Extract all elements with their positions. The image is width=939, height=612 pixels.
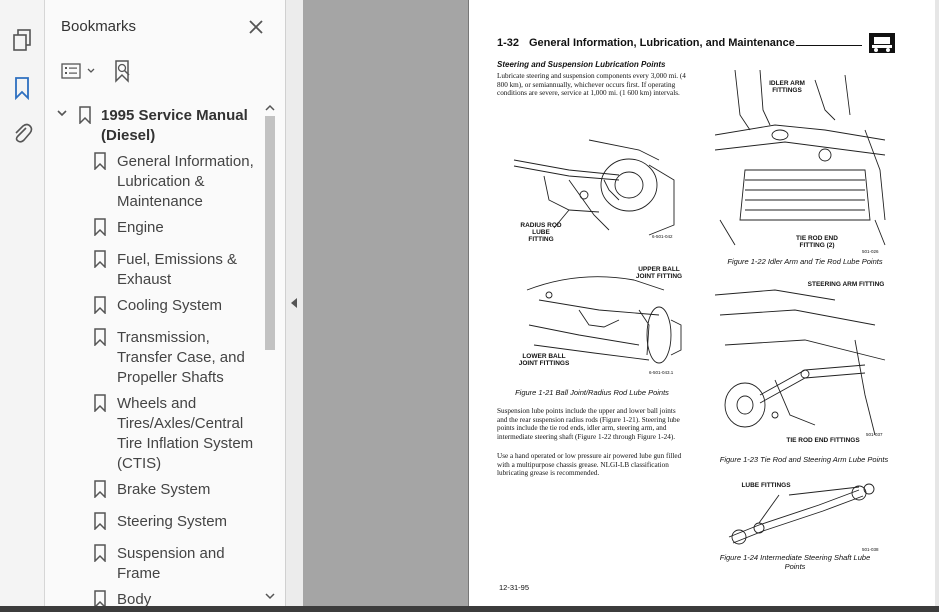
bookmark-icon bbox=[93, 480, 107, 498]
label-lube-fittings: LUBE FITTINGS bbox=[741, 482, 791, 489]
bookmarks-scrollbar[interactable] bbox=[262, 100, 278, 606]
bookmark-icon bbox=[93, 544, 107, 562]
steering-arm-drawing bbox=[715, 285, 890, 445]
label-tie-rod-end-2: TIE ROD END FITTING (2) bbox=[796, 235, 838, 249]
close-icon bbox=[249, 20, 263, 34]
add-bookmark-icon bbox=[113, 59, 133, 83]
bookmark-icon bbox=[93, 590, 107, 606]
bookmark-item[interactable]: Body bbox=[117, 591, 152, 606]
page-number: 1-32 bbox=[497, 37, 520, 49]
bookmark-options-button[interactable] bbox=[61, 58, 95, 84]
bookmark-item[interactable]: General Information, Lubrication & Maintenance bbox=[117, 153, 254, 210]
bookmark-item[interactable]: Steering System bbox=[117, 513, 228, 530]
body-paragraph: Suspension lube points include the upper and lower ball joints and the rear suspension radius rods (Figure 1-21). Steering lube points include the tie rod ends, idler arm, steering arm, and intermediate steering shaft (Figure 1-22 through Figure 1-24). bbox=[497, 407, 680, 441]
label-steering-arm: STEERING ARM FITTING bbox=[807, 281, 885, 288]
intro-paragraph: Lubricate steering and suspension components every 3,000 mi. (4 800 km), or semiannually, whichever occurs first. If operating conditions are severe, service at 1,000 mi. (1 600 km) intervals. bbox=[497, 72, 686, 98]
page-header-title: General Information, Lubrication, and Maintenance bbox=[529, 37, 795, 49]
add-bookmark-button[interactable] bbox=[113, 58, 133, 84]
bookmark-item[interactable]: Brake System bbox=[117, 481, 211, 498]
page-thumbnails-icon[interactable] bbox=[9, 27, 35, 53]
label-radius-rod: RADIUS ROD LUBE FITTING bbox=[520, 222, 562, 243]
header-rule bbox=[796, 45, 862, 46]
bookmark-item[interactable]: Wheels and Tires/Axles/Central Tire Inflation System (CTIS) bbox=[117, 395, 254, 472]
collapse-left-icon bbox=[291, 298, 298, 308]
navigation-pane-toolbar bbox=[0, 0, 45, 612]
collapse-chevron-icon[interactable] bbox=[57, 110, 67, 118]
label-lower-ball: LOWER BALL JOINT FITTINGS bbox=[518, 353, 570, 367]
panel-title: Bookmarks bbox=[61, 18, 137, 35]
bookmark-icon bbox=[93, 152, 107, 170]
document-background bbox=[303, 0, 468, 606]
close-panel-button[interactable] bbox=[245, 16, 267, 38]
body-paragraph: Use a hand operated or low pressure air powered lube gun filled with a multipurpose chassis grease. NLGI-LB classification lubricating grease is recommended. bbox=[497, 452, 682, 478]
bookmark-item[interactable]: Suspension and Frame bbox=[117, 545, 225, 582]
truck-logo-icon bbox=[869, 33, 895, 53]
panel-collapse-handle[interactable] bbox=[286, 0, 303, 606]
document-page bbox=[468, 0, 935, 606]
bookmark-tree bbox=[45, 100, 263, 606]
scrollbar-thumb[interactable] bbox=[265, 116, 275, 350]
fig-id: 501-037 bbox=[866, 432, 883, 437]
options-list-icon bbox=[61, 62, 83, 80]
figure-caption: Figure 1-22 Idler Arm and Tie Rod Lube Points bbox=[727, 257, 883, 266]
bookmark-item[interactable]: Transmission, Transfer Case, and Propeller Shafts bbox=[117, 329, 245, 386]
bookmark-root[interactable]: 1995 Service Manual (Diesel) bbox=[101, 107, 248, 144]
scroll-down-icon bbox=[265, 592, 275, 600]
bookmarks-icon[interactable] bbox=[9, 75, 35, 101]
label-tie-rod-end: TIE ROD END FITTINGS bbox=[786, 437, 860, 444]
figure-caption: Figure 1-23 Tie Rod and Steering Arm Lube Points bbox=[719, 455, 889, 464]
bookmark-item[interactable]: Engine bbox=[117, 219, 164, 236]
bookmark-item[interactable]: Fuel, Emissions & Exhaust bbox=[117, 251, 238, 288]
figure-caption: Figure 1-24 Intermediate Steering Shaft Lube Points bbox=[719, 553, 871, 571]
fig-id: 6-501-043.1 bbox=[649, 370, 674, 375]
bookmark-icon bbox=[93, 394, 107, 412]
bookmark-icon bbox=[93, 296, 107, 314]
bookmarks-panel bbox=[45, 0, 286, 606]
attachments-icon[interactable] bbox=[9, 120, 35, 146]
bookmark-icon bbox=[93, 218, 107, 236]
fig-id: 6-501-042 bbox=[652, 234, 673, 239]
section-title: Steering and Suspension Lubrication Points bbox=[497, 60, 666, 69]
idler-arm-drawing bbox=[715, 70, 890, 250]
bookmark-icon bbox=[93, 512, 107, 530]
bottom-strip bbox=[0, 606, 939, 612]
chevron-down-icon bbox=[87, 68, 95, 74]
page-footer-date: 12-31-95 bbox=[499, 583, 530, 592]
label-idler-arm: IDLER ARM FITTINGS bbox=[769, 80, 805, 94]
bookmark-icon bbox=[93, 250, 107, 268]
fig-id: 501-038 bbox=[862, 547, 879, 552]
bookmark-icon bbox=[93, 328, 107, 346]
figure-caption: Figure 1-21 Ball Joint/Radius Rod Lube Points bbox=[515, 388, 669, 397]
bookmark-icon bbox=[78, 106, 92, 124]
bookmark-item[interactable]: Cooling System bbox=[117, 297, 223, 314]
label-upper-ball: UPPER BALL JOINT FITTING bbox=[635, 266, 683, 280]
fig-id: 501-026 bbox=[862, 249, 879, 254]
scroll-up-icon bbox=[265, 104, 275, 112]
